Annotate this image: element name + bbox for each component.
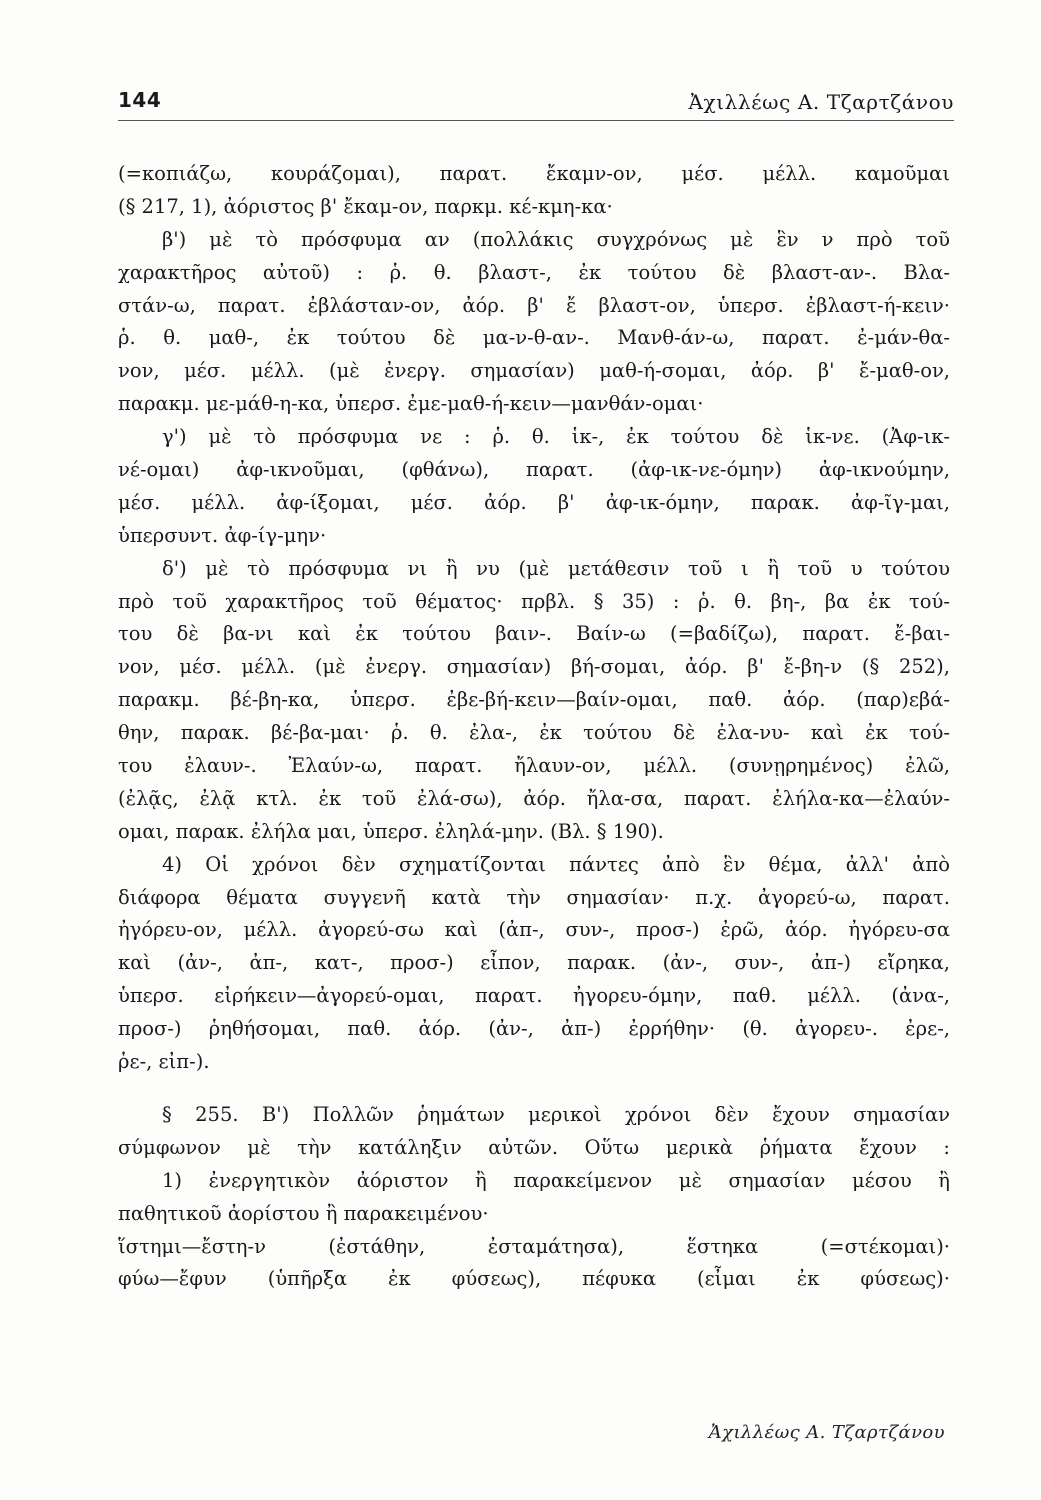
text-line: ομαι, παρακ. ἐλήλα μαι, ὑπερσ. ἐληλά-μην. (Βλ. § 190). (118, 819, 664, 843)
text-line: μέσ. μέλλ. ἀφ-ίξομαι, μέσ. ἀόρ. β' ἀφ-ικ-όμην, παρακ. ἀφ-ῖγ-μαι, (118, 490, 950, 514)
text-line: καὶ (ἀν-, ἀπ-, κατ-, προσ-) εἶπον, παρακ. (ἀν-, συν-, ἀπ-) εἴρηκα, (118, 951, 950, 975)
footer-signature: Ἀχιλλέως Α. Τζαρτζάνου (708, 1422, 945, 1443)
text-line: ῥε-, εἰπ-). (118, 1050, 210, 1074)
text-line: β') μὲ τὸ πρόσφυμα αν (πολλάκις συγχρόνως μὲ ἓν ν πρὸ τοῦ (162, 227, 950, 251)
page-number: 144 (118, 88, 162, 112)
text-line: στάν-ω, παρατ. ἐβλάσταν-ον, ἀόρ. β' ἔ βλαστ-ον, ὑπερσ. ἐβλαστ-ή-κειν· (118, 293, 950, 317)
text-line: (=κοπιάζω, κουράζομαι), παρατ. ἔκαμν-ον, μέσ. μέλλ. καμοῦμαι (118, 162, 950, 185)
text-line: νέ-ομαι) ἀφ-ικνοῦμαι, (φθάνω), παρατ. (ἀφ-ικ-νε-όμην) ἀφ-ικνούμην, (118, 458, 950, 482)
text-line: (ἐλᾷς, ἐλᾷ κτλ. ἐκ τοῦ ἐλά-σω), ἀόρ. ἤλα-σα, παρατ. ἐλήλα-κα—ἐλαύν- (118, 786, 950, 810)
text-line: § 255. Β') Πολλῶν ῥημάτων μερικοὶ χρόνοι δὲν ἔχουν σημασίαν (162, 1102, 950, 1126)
text-line: πρὸ τοῦ χαρακτῆρος τοῦ θέματος· πρβλ. § 35) : ῥ. θ. βη-, βα ἐκ τού- (118, 589, 950, 613)
text-line: ἠγόρευ-ον, μέλλ. ἀγορεύ-σω καὶ (ἀπ-, συν-, προσ-) ἐρῶ, ἀόρ. ἠγόρευ-σα (118, 918, 950, 942)
text-line: γ') μὲ τὸ πρόσφυμα νε : ῥ. θ. ἱκ-, ἐκ τούτου δὲ ἱκ-νε. (Ἀφ-ικ- (162, 425, 950, 449)
body-text (118, 158, 950, 1296)
text-line: νον, μέσ. μέλλ. (μὲ ἐνεργ. σημασίαν) βή-σομαι, ἀόρ. β' ἔ-βη-ν (§ 252), (118, 655, 950, 679)
text-line: δ') μὲ τὸ πρόσφυμα νι ἢ νυ (μὲ μετάθεσιν τοῦ ι ἢ τοῦ υ τούτου (162, 556, 950, 580)
text-line: παθητικοῦ ἀορίστου ἢ παρακειμένου· (118, 1201, 489, 1225)
text-line: παρακμ. με-μάθ-η-κα, ὑπερσ. ἐμε-μαθ-ή-κειν—μανθάν-ομαι· (118, 392, 704, 416)
text-line: χαρακτῆρος αὐτοῦ) : ῥ. θ. βλαστ-, ἐκ τούτου δὲ βλαστ-αν-. Βλα- (118, 260, 950, 284)
text-line: σύμφωνον μὲ τὴν κατάληξιν αὐτῶν. Οὕτω μερικὰ ῥήματα ἔχουν : (118, 1135, 950, 1159)
text-line: ῥ. θ. μαθ-, ἐκ τούτου δὲ μα-ν-θ-αν-. Μανθ-άν-ω, παρατ. ἐ-μάν-θα- (118, 326, 950, 350)
text-line: ἵστημι—ἔστη-ν (ἐστάθην, ἐσταμάτησα), ἕστηκα (=στέκομαι)· (118, 1234, 950, 1258)
text-line: προσ-) ῥηθήσομαι, παθ. ἀόρ. (ἀν-, ἀπ-) ἐρρήθην· (θ. ἀγορευ-. ἐρε-, (118, 1017, 950, 1041)
text-line: θην, παρακ. βέ-βα-μαι· ῥ. θ. ἐλα-, ἐκ τούτου δὲ ἐλα-νυ- καὶ ἐκ τού- (118, 721, 950, 745)
running-head: Ἀχιλλέως Α. Τζαρτζάνου (688, 90, 954, 114)
text-line: διάφορα θέματα συγγενῆ κατὰ τὴν σημασίαν· π.χ. ἀγορεύ-ω, παρατ. (118, 885, 950, 909)
paragraph-gap (118, 1079, 950, 1099)
text-line: ὑπερσυντ. ἀφ-ίγ-μην· (118, 523, 327, 547)
text-line: 1) ἐνεργητικὸν ἀόριστον ἢ παρακείμενον μὲ σημασίαν μέσου ἢ (162, 1168, 950, 1192)
text-line: (§ 217, 1), ἀόριστος β' ἔκαμ-ον, παρκμ. κέ-κμη-κα· (118, 194, 613, 218)
page-header (118, 88, 954, 121)
text-line: παρακμ. βέ-βη-κα, ὑπερσ. ἐβε-βή-κειν—βαίν-ομαι, παθ. ἀόρ. (παρ)εβά- (118, 688, 950, 712)
text-line: ὑπερσ. εἰρήκειν—ἀγορεύ-ομαι, παρατ. ἠγορευ-όμην, παθ. μέλλ. (ἀνα-, (118, 984, 950, 1008)
text-line: νον, μέσ. μέλλ. (μὲ ἐνεργ. σημασίαν) μαθ-ή-σομαι, ἀόρ. β' ἔ-μαθ-ον, (118, 359, 950, 383)
text-line: 4) Οἱ χρόνοι δὲν σχηματίζονται πάντες ἀπὸ ἓν θέμα, ἀλλ' ἀπὸ (162, 852, 950, 876)
text-line: του δὲ βα-νι καὶ ἐκ τούτου βαιν-. Βαίν-ω (=βαδίζω), παρατ. ἔ-βαι- (118, 622, 950, 646)
text-line: του ἐλαυν-. Ἐλαύν-ω, παρατ. ἤλαυν-ον, μέλλ. (συνῃρημένος) ἐλῶ, (118, 754, 950, 778)
text-line: φύω—ἔφυν (ὑπῆρξα ἐκ φύσεως), πέφυκα (εἶμαι ἐκ φύσεως)· (118, 1267, 950, 1291)
